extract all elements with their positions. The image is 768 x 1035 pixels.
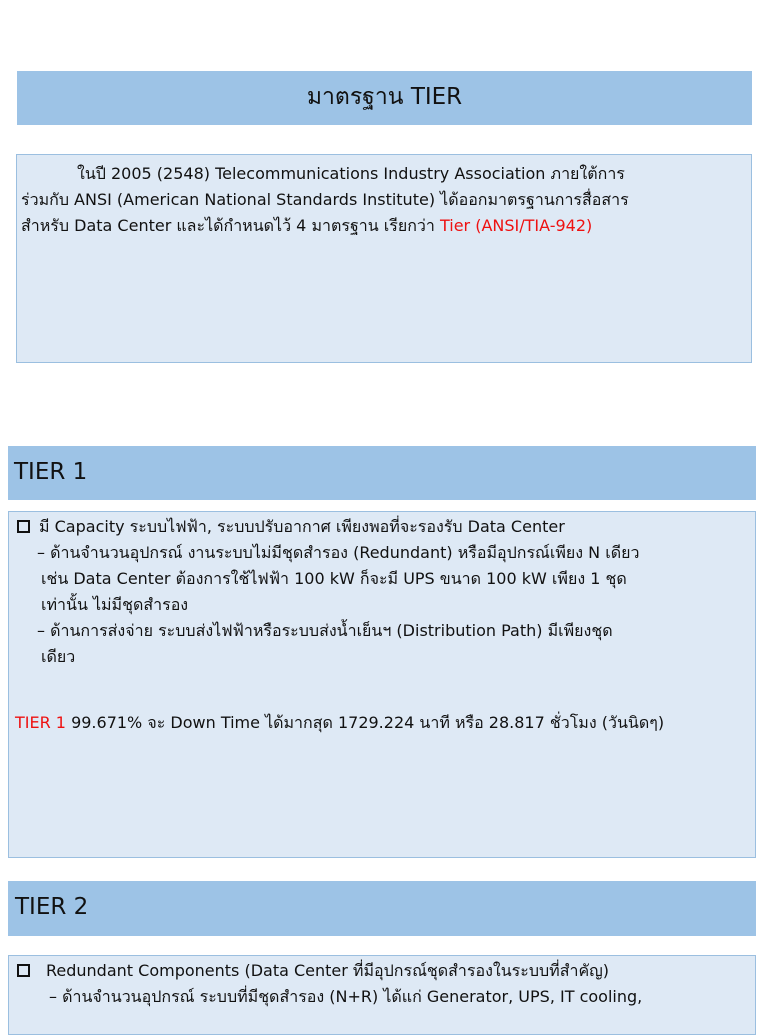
standard-title: มาตรฐาน TIER: [306, 84, 463, 110]
tier2-box: [8, 955, 756, 1035]
intro-line-3: สำหรับ Data Center และได้กำหนดไว้ 4 มาตรฐาน เรียกว่า Tier (ANSI/TIA-942): [21, 216, 593, 235]
tier1-line-4: – ด้านการส่งจ่าย ระบบส่งไฟฟ้าหรือระบบส่งน้ำเย็นฯ (Distribution Path) มีเพียงชุด: [37, 621, 613, 640]
tier2-line-1: – ด้านจำนวนอุปกรณ์ ระบบที่มีชุดสำรอง (N+R) ได้แก่ Generator, UPS, IT cooling,: [49, 987, 643, 1006]
tier2-header: [8, 881, 756, 936]
standard-header: [17, 71, 752, 125]
tier1-title: TIER 1: [14, 459, 88, 485]
tier1-box: [8, 511, 756, 858]
intro-line-1: ในปี 2005 (2548) Telecommunications Industry Association ภายใต้การ: [77, 164, 625, 183]
tier1-summary: [15, 710, 755, 736]
tier1-summary-label: TIER 1: [15, 713, 66, 732]
tier1-summary-text: 99.671% จะ Down Time ได้มากสุด 1729.224 นาที หรือ 28.817 ชั่วโมง (วันนิดๆ): [65, 713, 665, 732]
tier2-title: TIER 2: [15, 894, 89, 920]
tier1-line-3: เท่านั้น ไม่มีชุดสำรอง: [41, 595, 189, 614]
tier1-line-2: เช่น Data Center ต้องการใช้ไฟฟ้า 100 kW ก็จะมี UPS ขนาด 100 kW เพียง 1 ชุด: [41, 569, 627, 588]
tier-standard-highlight: Tier (ANSI/TIA-942): [439, 216, 593, 235]
tier1-line-5: เดียว: [41, 647, 76, 666]
tier1-line-1: – ด้านจำนวนอุปกรณ์ งานระบบไม่มีชุดสำรอง (Redundant) หรือมีอุปกรณ์เพียง N เดียว: [37, 543, 640, 562]
checkbox-bullet-icon: [17, 520, 30, 533]
standard-intro-box: [16, 154, 752, 363]
intro-line-2: ร่วมกับ ANSI (American National Standards Institute) ได้ออกมาตรฐานการสื่อสาร: [21, 190, 629, 209]
tier2-bullet: Redundant Components (Data Center ที่มีอุปกรณ์ชุดสำรองในระบบที่สำคัญ): [17, 958, 755, 984]
tier1-bullet: มี Capacity ระบบไฟฟ้า, ระบบปรับอากาศ เพียงพอที่จะรองรับ Data Center: [17, 514, 755, 540]
checkbox-bullet-icon: [17, 964, 30, 977]
tier1-header: [8, 446, 756, 500]
